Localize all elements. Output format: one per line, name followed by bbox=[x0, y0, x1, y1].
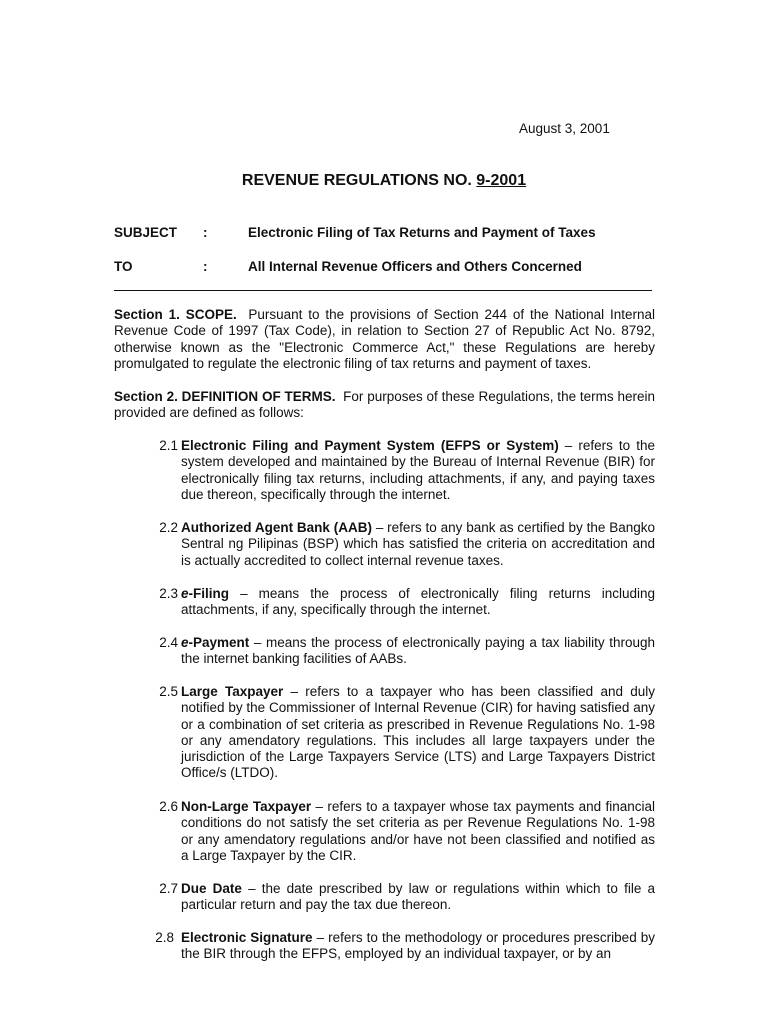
definition-term: Due Date bbox=[181, 881, 242, 896]
definition-term-rest: -Filing bbox=[188, 586, 230, 601]
to-label: TO bbox=[114, 259, 133, 274]
document-title bbox=[0, 173, 768, 189]
section-2-text: For purposes of these Regulations, the terms herein provided are defined as follows: bbox=[114, 389, 655, 421]
definition-term bbox=[181, 635, 249, 650]
definition-number: 2.7 bbox=[159, 881, 178, 896]
subject-label: SUBJECT bbox=[114, 225, 178, 240]
definition-number: 2.5 bbox=[159, 684, 178, 699]
definition-text: – means the process of electronically filing returns including attachments, if any, specifically through the internet. bbox=[181, 586, 655, 618]
definition-term: Non-Large Taxpayer bbox=[181, 799, 312, 814]
definition-text: – refers to any bank as certified by the Bangko Sentral ng Pilipinas (BSP) which has satisfied the criteria on accreditation and is actually accredited to collect internal revenue taxes. bbox=[181, 520, 655, 568]
definition-term: Electronic Signature bbox=[181, 930, 313, 945]
definition-text: – refers to the methodology or procedures prescribed by the BIR through the EFPS, employed by an individual taxpayer, or by an bbox=[181, 930, 655, 962]
definition-term-italic: e bbox=[181, 586, 189, 601]
definition-number: 2.1 bbox=[159, 438, 178, 453]
definition-text: – the date prescribed by law or regulations within which to file a particular return and pay the tax due thereon. bbox=[181, 881, 655, 913]
definition-body bbox=[181, 438, 655, 503]
definition-text: – refers to a taxpayer whose tax payments and financial conditions do not satisfy the set criteria as per Revenue Regulations No. 1-98 or any amendatory regulations and/or have not been classified and notified as a Large Taxpayer by the CIR. bbox=[181, 799, 655, 863]
section-2 bbox=[114, 389, 655, 422]
section-1-heading: Section 1. SCOPE. bbox=[114, 307, 237, 322]
definition-body bbox=[181, 799, 655, 864]
definition-term-rest: -Payment bbox=[188, 635, 250, 650]
to-colon: : bbox=[203, 259, 208, 274]
definition-body bbox=[181, 930, 655, 963]
definition-body bbox=[181, 520, 655, 569]
definition-text: – means the process of electronically paying a tax liability through the internet banking facilities of AABs. bbox=[181, 635, 655, 667]
definition-term bbox=[181, 586, 229, 601]
definition-number: 2.4 bbox=[159, 635, 178, 650]
definition-number: 2.8 bbox=[155, 930, 174, 945]
regulation-number: 9-2001 bbox=[476, 172, 527, 189]
to-value: All Internal Revenue Officers and Others Concerned bbox=[248, 259, 582, 274]
document-date: August 3, 2001 bbox=[519, 121, 610, 136]
definition-body bbox=[181, 586, 655, 619]
section-1 bbox=[114, 307, 655, 372]
section-1-text: Pursuant to the provisions of Section 244 of the National Internal Revenue Code of 1997 (Tax Code), in relation to Section 27 of Republic Act No. 8792, otherwise known as the "Electronic Commerce Act," these Regulations are hereby promulgated to regulate the electronic filing of tax returns and payment of taxes. bbox=[114, 307, 655, 371]
definition-number: 2.3 bbox=[159, 586, 178, 601]
definition-body bbox=[181, 881, 655, 914]
definition-text: – refers to a taxpayer who has been classified and duly notified by the Commissioner of Internal Revenue (CIR) for having satisfied any or a combination of set criteria as prescribed in Revenue Regulations No. 1-98 or any amendatory regulations. This includes all large taxpayers under the jurisdiction of the Large Taxpayers Service (LTS) and Large Taxpayers District Office/s (LTDO). bbox=[181, 684, 655, 781]
definition-text: – refers to the system developed and maintained by the Bureau of Internal Revenue (BIR) for electronically filing tax returns, including attachments, if any, and paying taxes due thereon, specifically through the internet. bbox=[181, 438, 655, 502]
definition-term: Large Taxpayer bbox=[181, 684, 284, 699]
definition-body bbox=[181, 635, 655, 668]
title-prefix: REVENUE REGULATIONS NO. bbox=[241, 172, 477, 189]
definition-body bbox=[181, 684, 655, 782]
definition-term: Electronic Filing and Payment System (EFPS or System) bbox=[181, 438, 559, 453]
section-2-heading: Section 2. DEFINITION OF TERMS. bbox=[114, 389, 336, 404]
header-divider bbox=[114, 290, 652, 291]
subject-colon: : bbox=[203, 225, 208, 240]
subject-value: Electronic Filing of Tax Returns and Payment of Taxes bbox=[248, 225, 596, 240]
definition-number: 2.6 bbox=[159, 799, 178, 814]
definition-number: 2.2 bbox=[159, 520, 178, 535]
definition-term-italic: e bbox=[181, 635, 189, 650]
definition-term: Authorized Agent Bank (AAB) bbox=[181, 520, 372, 535]
